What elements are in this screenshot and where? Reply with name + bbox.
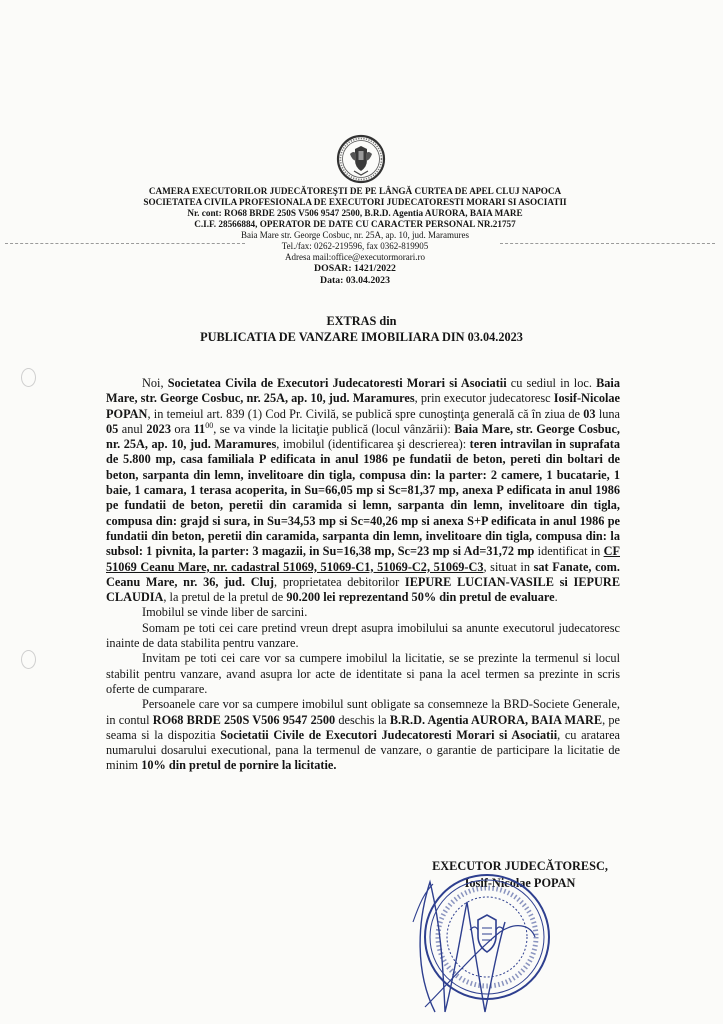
header-phone: Tel./fax: 0262-219596, fax 0362-819905 — [281, 241, 429, 251]
punch-hole-top — [21, 368, 36, 387]
header-address: Baia Mare str. George Cosbuc, nr. 25A, ap. 10, jud. Maramures — [240, 230, 470, 240]
signature-name: Iosif-Nicolae POPAN — [464, 876, 576, 890]
header-cif: C.I.F. 28566884, OPERATOR DE DATE CU CARACTER PERSONAL NR.21757 — [194, 219, 516, 229]
handwritten-signature — [395, 862, 595, 1022]
header-chamber-name: CAMERA EXECUTORILOR JUDECĂTOREŞTI DE PE LÂNGĂ CURTEA DE APEL CLUJ NAPOCA — [148, 186, 562, 196]
paragraph-no-encumbrance: Imobilul se vinde liber de sarcini. — [142, 605, 308, 620]
header-email: Adresa mail:office@executormorari.ro — [284, 252, 426, 262]
punch-hole-bottom — [21, 650, 36, 669]
signature-title: EXECUTOR JUDECĂTORESC, — [432, 859, 608, 873]
document-body — [106, 376, 620, 774]
paragraph-guarantee: Persoanele care vor sa cumpere imobilul sunt obligate sa consemneze la BRD-Societe Generale, in contul RO68 BRDE 250S V506 9547 2500 deschis la B.R.D. Agentia AURORA, BAIA MARE, pe seama si la dispozitia Societatii Civile de Executori Judecatoresti Morari si Asociatii, cu aratarea numarului dosarului executional, pana la termenul de vanzare, o garantie de participare la licitatie de minim 10% din pretul de pornire la licitatie. — [106, 697, 621, 773]
paragraph-summons: Somam pe toti cei care pretind vreun drept asupra imobilului sa anunte executorul judecatoresc inainte de data stabilita pentru vanzare. — [106, 620, 620, 651]
paragraph-sale-notice: Noi, Societatea Civila de Executori Judecatoresti Morari si Asociatii cu sediul in loc. Baia Mare, str. George Cosbuc, nr. 25A, ap. 10, jud. Maramures, prin executor judecatoresc Iosif-Nicolae POPAN, in temeiul art. 839 (1) Cod Pr. Civilă, se publică spre cunoştinţa generală că în ziua de 03 luna 05 anul 2023 ora $11^{00}$, se va vinde la licitaţie publică (locul vânzării): Baia Mare, str. George Cosbuc, nr. 25A, ap. 10, jud. Maramures, imobilul (identificarea şi descrierea): teren intravilan in suprafata de 5.800 mp, casa familiala P edificata in anul 1986 pe fundatii de beton, pereti din boltari de beton, sarpanta din lemn, invelitoare din tigla, compusa din: la parter: 2 camere, 1 bucatarie, 1 baie, 1 camara, 1 terasa acoperita, in Su=66,05 mp si Sc=81,37 mp, anexa P edificata in anul 1986 pe fundatii de beton, peretii din caramida si lemn, sarpanta din lemn, invelitoare din tigla, compusa din: grajd si sura, in Su=34,53 mp si Sc=40,26 mp si anexa S+P edificata in anul 1986 pe fundatii din beton, peretii din caramida, sarpanta din lemn, invelitoare din tigla, compusa din: la subsol: 1 pivnita, la parter: 3 magazii, in Su=16,38 mp, Sc=23 mp si Ad=31,72 mp identificat in CF 51069 Ceanu Mare, nr. cadastral 51069, 51069-C1, 51069-C2, 51069-C3, situat in sat Fanate, com. Ceanu Mare, nr. 36, jud. Cluj, proprietatea debitorilor IEPURE LUCIAN-VASILE si IEPURE CLAUDIA, la pretul de la pretul de 90.200 lei reprezentand 50% din pretul de evaluare. — [106, 376, 621, 605]
document-title-line2: PUBLICATIA DE VANZARE IMOBILIARA DIN 03.04.2023 — [200, 330, 523, 344]
cadastral-reference: CF 51069 Ceanu Mare, nr. cadastral 51069, 51069-C1, 51069-C2, 51069-C3 — [106, 544, 620, 574]
document-title-line1: EXTRAS din — [326, 314, 397, 328]
header-date: Data: 03.04.2023 — [320, 275, 390, 286]
header-bank-account: Nr. cont: RO68 BRDE 250S V506 9547 2500, B.R.D. Agentia AURORA, BAIA MARE — [187, 208, 523, 218]
coat-of-arms-emblem — [336, 134, 386, 184]
header-dosar: DOSAR: 1421/2022 — [314, 263, 396, 274]
header-company-name: SOCIETATEA CIVILA PROFESIONALA DE EXECUTORI JUDECATORESTI MORARI SI ASOCIATII — [143, 197, 567, 207]
paragraph-invitation: Invitam pe toti cei care vor sa cumpere imobilul la licitatie, se se prezinte la termenul si locul stabilit pentru vanzare, avand asupra lor acte de identitate si pana la acel termen sa prezinte in scris oferte de cumparare. — [106, 651, 620, 696]
